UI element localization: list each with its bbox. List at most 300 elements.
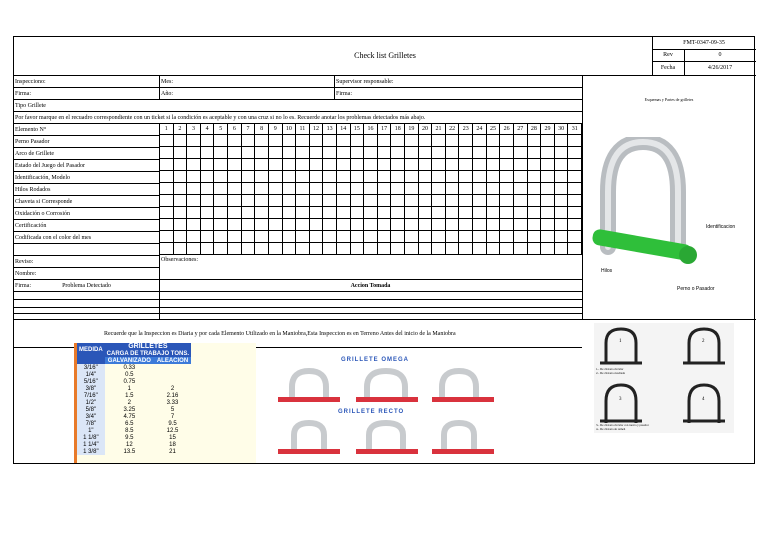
check-cell[interactable] <box>459 243 473 255</box>
check-cell[interactable] <box>187 219 201 231</box>
check-cell[interactable] <box>174 171 188 183</box>
check-cell[interactable] <box>378 147 392 159</box>
check-cell[interactable] <box>391 135 405 147</box>
check-cell[interactable] <box>310 183 324 195</box>
check-cell[interactable] <box>391 147 405 159</box>
check-cell[interactable] <box>364 243 378 255</box>
check-cell[interactable] <box>528 183 542 195</box>
check-cell[interactable] <box>201 135 215 147</box>
check-cell[interactable] <box>391 183 405 195</box>
check-cell[interactable] <box>473 219 487 231</box>
check-cell[interactable] <box>419 219 433 231</box>
check-cell[interactable] <box>296 135 310 147</box>
check-cell[interactable] <box>555 243 569 255</box>
check-cell[interactable] <box>160 171 174 183</box>
check-cell[interactable] <box>405 195 419 207</box>
check-cell[interactable] <box>255 231 269 243</box>
check-cell[interactable] <box>214 135 228 147</box>
check-cell[interactable] <box>187 231 201 243</box>
check-cell[interactable] <box>296 243 310 255</box>
check-cell[interactable] <box>242 231 256 243</box>
check-cell[interactable] <box>500 147 514 159</box>
check-cell[interactable] <box>242 207 256 219</box>
check-cell[interactable] <box>228 231 242 243</box>
check-cell[interactable] <box>174 159 188 171</box>
check-cell[interactable] <box>432 135 446 147</box>
check-cell[interactable] <box>160 147 174 159</box>
check-cell[interactable] <box>405 147 419 159</box>
check-cell[interactable] <box>378 231 392 243</box>
check-cell[interactable] <box>459 207 473 219</box>
check-cell[interactable] <box>419 243 433 255</box>
check-cell[interactable] <box>242 135 256 147</box>
check-cell[interactable] <box>391 219 405 231</box>
check-cell[interactable] <box>323 231 337 243</box>
check-cell[interactable] <box>296 231 310 243</box>
check-cell[interactable] <box>283 195 297 207</box>
check-cell[interactable] <box>419 171 433 183</box>
check-cell[interactable] <box>337 183 351 195</box>
check-cell[interactable] <box>432 171 446 183</box>
check-cell[interactable] <box>187 243 201 255</box>
check-cell[interactable] <box>228 183 242 195</box>
check-cell[interactable] <box>351 135 365 147</box>
check-cell[interactable] <box>528 159 542 171</box>
check-cell[interactable] <box>351 147 365 159</box>
check-cell[interactable] <box>487 207 501 219</box>
check-cell[interactable] <box>364 171 378 183</box>
check-cell[interactable] <box>446 231 460 243</box>
check-cell[interactable] <box>201 159 215 171</box>
check-cell[interactable] <box>405 243 419 255</box>
check-cell[interactable] <box>541 147 555 159</box>
check-cell[interactable] <box>446 147 460 159</box>
check-cell[interactable] <box>473 243 487 255</box>
check-cell[interactable] <box>310 135 324 147</box>
check-cell[interactable] <box>555 171 569 183</box>
check-cell[interactable] <box>269 207 283 219</box>
check-cell[interactable] <box>500 195 514 207</box>
check-cell[interactable] <box>378 183 392 195</box>
check-cell[interactable] <box>323 171 337 183</box>
check-cell[interactable] <box>391 159 405 171</box>
check-cell[interactable] <box>473 159 487 171</box>
check-cell[interactable] <box>487 231 501 243</box>
check-cell[interactable] <box>255 159 269 171</box>
check-cell[interactable] <box>473 231 487 243</box>
check-cell[interactable] <box>419 159 433 171</box>
check-cell[interactable] <box>473 195 487 207</box>
check-cell[interactable] <box>201 243 215 255</box>
check-cell[interactable] <box>364 159 378 171</box>
check-cell[interactable] <box>187 195 201 207</box>
check-cell[interactable] <box>351 159 365 171</box>
check-cell[interactable] <box>405 183 419 195</box>
check-cell[interactable] <box>391 195 405 207</box>
check-cell[interactable] <box>528 195 542 207</box>
check-cell[interactable] <box>487 219 501 231</box>
check-cell[interactable] <box>214 231 228 243</box>
check-cell[interactable] <box>568 207 582 219</box>
check-cell[interactable] <box>187 183 201 195</box>
check-cell[interactable] <box>255 195 269 207</box>
check-cell[interactable] <box>391 231 405 243</box>
check-cell[interactable] <box>514 171 528 183</box>
check-cell[interactable] <box>432 243 446 255</box>
check-cell[interactable] <box>487 171 501 183</box>
check-cell[interactable] <box>269 159 283 171</box>
check-cell[interactable] <box>419 147 433 159</box>
check-cell[interactable] <box>432 207 446 219</box>
check-cell[interactable] <box>500 159 514 171</box>
check-cell[interactable] <box>364 183 378 195</box>
check-cell[interactable] <box>187 135 201 147</box>
check-cell[interactable] <box>391 171 405 183</box>
check-cell[interactable] <box>337 219 351 231</box>
check-cell[interactable] <box>214 147 228 159</box>
check-cell[interactable] <box>228 219 242 231</box>
check-cell[interactable] <box>296 183 310 195</box>
check-cell[interactable] <box>214 171 228 183</box>
check-cell[interactable] <box>364 219 378 231</box>
check-cell[interactable] <box>446 171 460 183</box>
check-cell[interactable] <box>568 243 582 255</box>
check-cell[interactable] <box>228 171 242 183</box>
check-cell[interactable] <box>364 135 378 147</box>
check-cell[interactable] <box>391 243 405 255</box>
check-cell[interactable] <box>500 135 514 147</box>
check-cell[interactable] <box>351 195 365 207</box>
check-cell[interactable] <box>201 147 215 159</box>
check-cell[interactable] <box>459 135 473 147</box>
check-cell[interactable] <box>555 207 569 219</box>
check-cell[interactable] <box>310 231 324 243</box>
check-cell[interactable] <box>187 207 201 219</box>
check-cell[interactable] <box>201 219 215 231</box>
check-cell[interactable] <box>255 171 269 183</box>
check-cell[interactable] <box>337 195 351 207</box>
check-cell[interactable] <box>160 231 174 243</box>
inspection-grid[interactable] <box>159 123 582 255</box>
check-cell[interactable] <box>310 171 324 183</box>
check-cell[interactable] <box>174 243 188 255</box>
check-cell[interactable] <box>432 159 446 171</box>
check-cell[interactable] <box>160 159 174 171</box>
check-cell[interactable] <box>364 147 378 159</box>
check-cell[interactable] <box>514 195 528 207</box>
check-cell[interactable] <box>242 171 256 183</box>
check-cell[interactable] <box>555 183 569 195</box>
check-cell[interactable] <box>528 171 542 183</box>
check-cell[interactable] <box>528 231 542 243</box>
check-cell[interactable] <box>201 195 215 207</box>
check-cell[interactable] <box>323 147 337 159</box>
check-cell[interactable] <box>432 147 446 159</box>
check-cell[interactable] <box>228 159 242 171</box>
check-cell[interactable] <box>487 243 501 255</box>
check-cell[interactable] <box>269 243 283 255</box>
check-cell[interactable] <box>405 159 419 171</box>
check-cell[interactable] <box>160 207 174 219</box>
check-cell[interactable] <box>514 231 528 243</box>
check-cell[interactable] <box>528 147 542 159</box>
check-cell[interactable] <box>364 207 378 219</box>
check-cell[interactable] <box>174 219 188 231</box>
check-cell[interactable] <box>283 171 297 183</box>
check-cell[interactable] <box>446 207 460 219</box>
check-cell[interactable] <box>201 183 215 195</box>
check-cell[interactable] <box>378 135 392 147</box>
check-cell[interactable] <box>568 171 582 183</box>
check-cell[interactable] <box>555 147 569 159</box>
check-cell[interactable] <box>555 135 569 147</box>
check-cell[interactable] <box>405 219 419 231</box>
check-cell[interactable] <box>269 147 283 159</box>
check-cell[interactable] <box>500 243 514 255</box>
check-cell[interactable] <box>500 231 514 243</box>
check-cell[interactable] <box>214 195 228 207</box>
check-cell[interactable] <box>432 183 446 195</box>
check-cell[interactable] <box>487 183 501 195</box>
check-cell[interactable] <box>160 183 174 195</box>
check-cell[interactable] <box>323 183 337 195</box>
check-cell[interactable] <box>174 195 188 207</box>
check-cell[interactable] <box>242 195 256 207</box>
check-cell[interactable] <box>364 195 378 207</box>
check-cell[interactable] <box>283 183 297 195</box>
check-cell[interactable] <box>160 219 174 231</box>
check-cell[interactable] <box>528 243 542 255</box>
check-cell[interactable] <box>228 243 242 255</box>
check-cell[interactable] <box>500 171 514 183</box>
check-cell[interactable] <box>351 243 365 255</box>
check-cell[interactable] <box>432 195 446 207</box>
check-cell[interactable] <box>446 135 460 147</box>
check-cell[interactable] <box>473 135 487 147</box>
check-cell[interactable] <box>378 207 392 219</box>
check-cell[interactable] <box>269 183 283 195</box>
check-cell[interactable] <box>214 243 228 255</box>
check-cell[interactable] <box>310 243 324 255</box>
check-cell[interactable] <box>446 195 460 207</box>
check-cell[interactable] <box>568 147 582 159</box>
check-cell[interactable] <box>528 135 542 147</box>
check-cell[interactable] <box>214 183 228 195</box>
check-cell[interactable] <box>568 195 582 207</box>
check-cell[interactable] <box>310 147 324 159</box>
check-cell[interactable] <box>541 195 555 207</box>
check-cell[interactable] <box>242 243 256 255</box>
check-cell[interactable] <box>214 207 228 219</box>
check-cell[interactable] <box>378 243 392 255</box>
check-cell[interactable] <box>337 159 351 171</box>
check-cell[interactable] <box>323 219 337 231</box>
check-cell[interactable] <box>283 159 297 171</box>
check-cell[interactable] <box>310 207 324 219</box>
check-cell[interactable] <box>283 135 297 147</box>
check-cell[interactable] <box>473 207 487 219</box>
check-cell[interactable] <box>541 183 555 195</box>
check-cell[interactable] <box>541 243 555 255</box>
check-cell[interactable] <box>283 231 297 243</box>
check-cell[interactable] <box>419 195 433 207</box>
check-cell[interactable] <box>310 219 324 231</box>
check-cell[interactable] <box>337 147 351 159</box>
check-cell[interactable] <box>255 135 269 147</box>
check-cell[interactable] <box>187 147 201 159</box>
check-cell[interactable] <box>174 183 188 195</box>
check-cell[interactable] <box>255 207 269 219</box>
check-cell[interactable] <box>405 231 419 243</box>
check-cell[interactable] <box>459 183 473 195</box>
check-cell[interactable] <box>323 159 337 171</box>
check-cell[interactable] <box>201 171 215 183</box>
check-cell[interactable] <box>337 243 351 255</box>
check-cell[interactable] <box>255 243 269 255</box>
check-cell[interactable] <box>419 231 433 243</box>
check-cell[interactable] <box>419 135 433 147</box>
check-cell[interactable] <box>487 147 501 159</box>
check-cell[interactable] <box>405 135 419 147</box>
check-cell[interactable] <box>541 135 555 147</box>
check-cell[interactable] <box>555 231 569 243</box>
check-cell[interactable] <box>487 195 501 207</box>
check-cell[interactable] <box>296 147 310 159</box>
check-cell[interactable] <box>323 135 337 147</box>
check-cell[interactable] <box>555 195 569 207</box>
check-cell[interactable] <box>391 207 405 219</box>
check-cell[interactable] <box>555 219 569 231</box>
check-cell[interactable] <box>283 243 297 255</box>
check-cell[interactable] <box>500 183 514 195</box>
check-cell[interactable] <box>160 243 174 255</box>
check-cell[interactable] <box>459 159 473 171</box>
check-cell[interactable] <box>446 183 460 195</box>
check-cell[interactable] <box>541 207 555 219</box>
check-cell[interactable] <box>378 195 392 207</box>
check-cell[interactable] <box>255 147 269 159</box>
check-cell[interactable] <box>242 159 256 171</box>
check-cell[interactable] <box>174 231 188 243</box>
check-cell[interactable] <box>351 171 365 183</box>
check-cell[interactable] <box>269 231 283 243</box>
check-cell[interactable] <box>187 159 201 171</box>
check-cell[interactable] <box>568 159 582 171</box>
check-cell[interactable] <box>174 147 188 159</box>
check-cell[interactable] <box>228 135 242 147</box>
check-cell[interactable] <box>323 195 337 207</box>
check-cell[interactable] <box>201 231 215 243</box>
check-cell[interactable] <box>242 219 256 231</box>
check-cell[interactable] <box>323 207 337 219</box>
check-cell[interactable] <box>541 219 555 231</box>
check-cell[interactable] <box>269 219 283 231</box>
check-cell[interactable] <box>568 231 582 243</box>
check-cell[interactable] <box>514 159 528 171</box>
check-cell[interactable] <box>459 195 473 207</box>
check-cell[interactable] <box>296 159 310 171</box>
check-cell[interactable] <box>187 171 201 183</box>
check-cell[interactable] <box>541 159 555 171</box>
check-cell[interactable] <box>283 219 297 231</box>
check-cell[interactable] <box>351 219 365 231</box>
check-cell[interactable] <box>255 183 269 195</box>
check-cell[interactable] <box>269 135 283 147</box>
check-cell[interactable] <box>487 159 501 171</box>
check-cell[interactable] <box>541 171 555 183</box>
check-cell[interactable] <box>473 147 487 159</box>
check-cell[interactable] <box>351 231 365 243</box>
check-cell[interactable] <box>228 207 242 219</box>
check-cell[interactable] <box>337 207 351 219</box>
check-cell[interactable] <box>378 171 392 183</box>
check-cell[interactable] <box>459 231 473 243</box>
check-cell[interactable] <box>214 159 228 171</box>
check-cell[interactable] <box>419 207 433 219</box>
check-cell[interactable] <box>364 231 378 243</box>
check-cell[interactable] <box>201 207 215 219</box>
check-cell[interactable] <box>378 219 392 231</box>
check-cell[interactable] <box>473 183 487 195</box>
check-cell[interactable] <box>228 195 242 207</box>
check-cell[interactable] <box>242 183 256 195</box>
check-cell[interactable] <box>568 135 582 147</box>
check-cell[interactable] <box>555 159 569 171</box>
check-cell[interactable] <box>160 195 174 207</box>
check-cell[interactable] <box>459 171 473 183</box>
check-cell[interactable] <box>378 159 392 171</box>
check-cell[interactable] <box>351 207 365 219</box>
check-cell[interactable] <box>541 231 555 243</box>
check-cell[interactable] <box>160 135 174 147</box>
check-cell[interactable] <box>514 243 528 255</box>
check-cell[interactable] <box>255 219 269 231</box>
check-cell[interactable] <box>351 183 365 195</box>
check-cell[interactable] <box>419 183 433 195</box>
check-cell[interactable] <box>432 219 446 231</box>
check-cell[interactable] <box>310 159 324 171</box>
check-cell[interactable] <box>283 147 297 159</box>
check-cell[interactable] <box>446 159 460 171</box>
check-cell[interactable] <box>296 171 310 183</box>
check-cell[interactable] <box>514 147 528 159</box>
check-cell[interactable] <box>269 195 283 207</box>
check-cell[interactable] <box>432 231 446 243</box>
check-cell[interactable] <box>528 207 542 219</box>
check-cell[interactable] <box>242 147 256 159</box>
check-cell[interactable] <box>174 135 188 147</box>
check-cell[interactable] <box>514 207 528 219</box>
check-cell[interactable] <box>446 219 460 231</box>
check-cell[interactable] <box>296 207 310 219</box>
check-cell[interactable] <box>337 231 351 243</box>
check-cell[interactable] <box>514 183 528 195</box>
check-cell[interactable] <box>500 207 514 219</box>
check-cell[interactable] <box>214 219 228 231</box>
check-cell[interactable] <box>296 219 310 231</box>
check-cell[interactable] <box>473 171 487 183</box>
check-cell[interactable] <box>514 135 528 147</box>
check-cell[interactable] <box>283 207 297 219</box>
check-cell[interactable] <box>446 243 460 255</box>
check-cell[interactable] <box>568 183 582 195</box>
check-cell[interactable] <box>487 135 501 147</box>
check-cell[interactable] <box>296 195 310 207</box>
check-cell[interactable] <box>323 243 337 255</box>
check-cell[interactable] <box>459 147 473 159</box>
check-cell[interactable] <box>459 219 473 231</box>
check-cell[interactable] <box>228 147 242 159</box>
